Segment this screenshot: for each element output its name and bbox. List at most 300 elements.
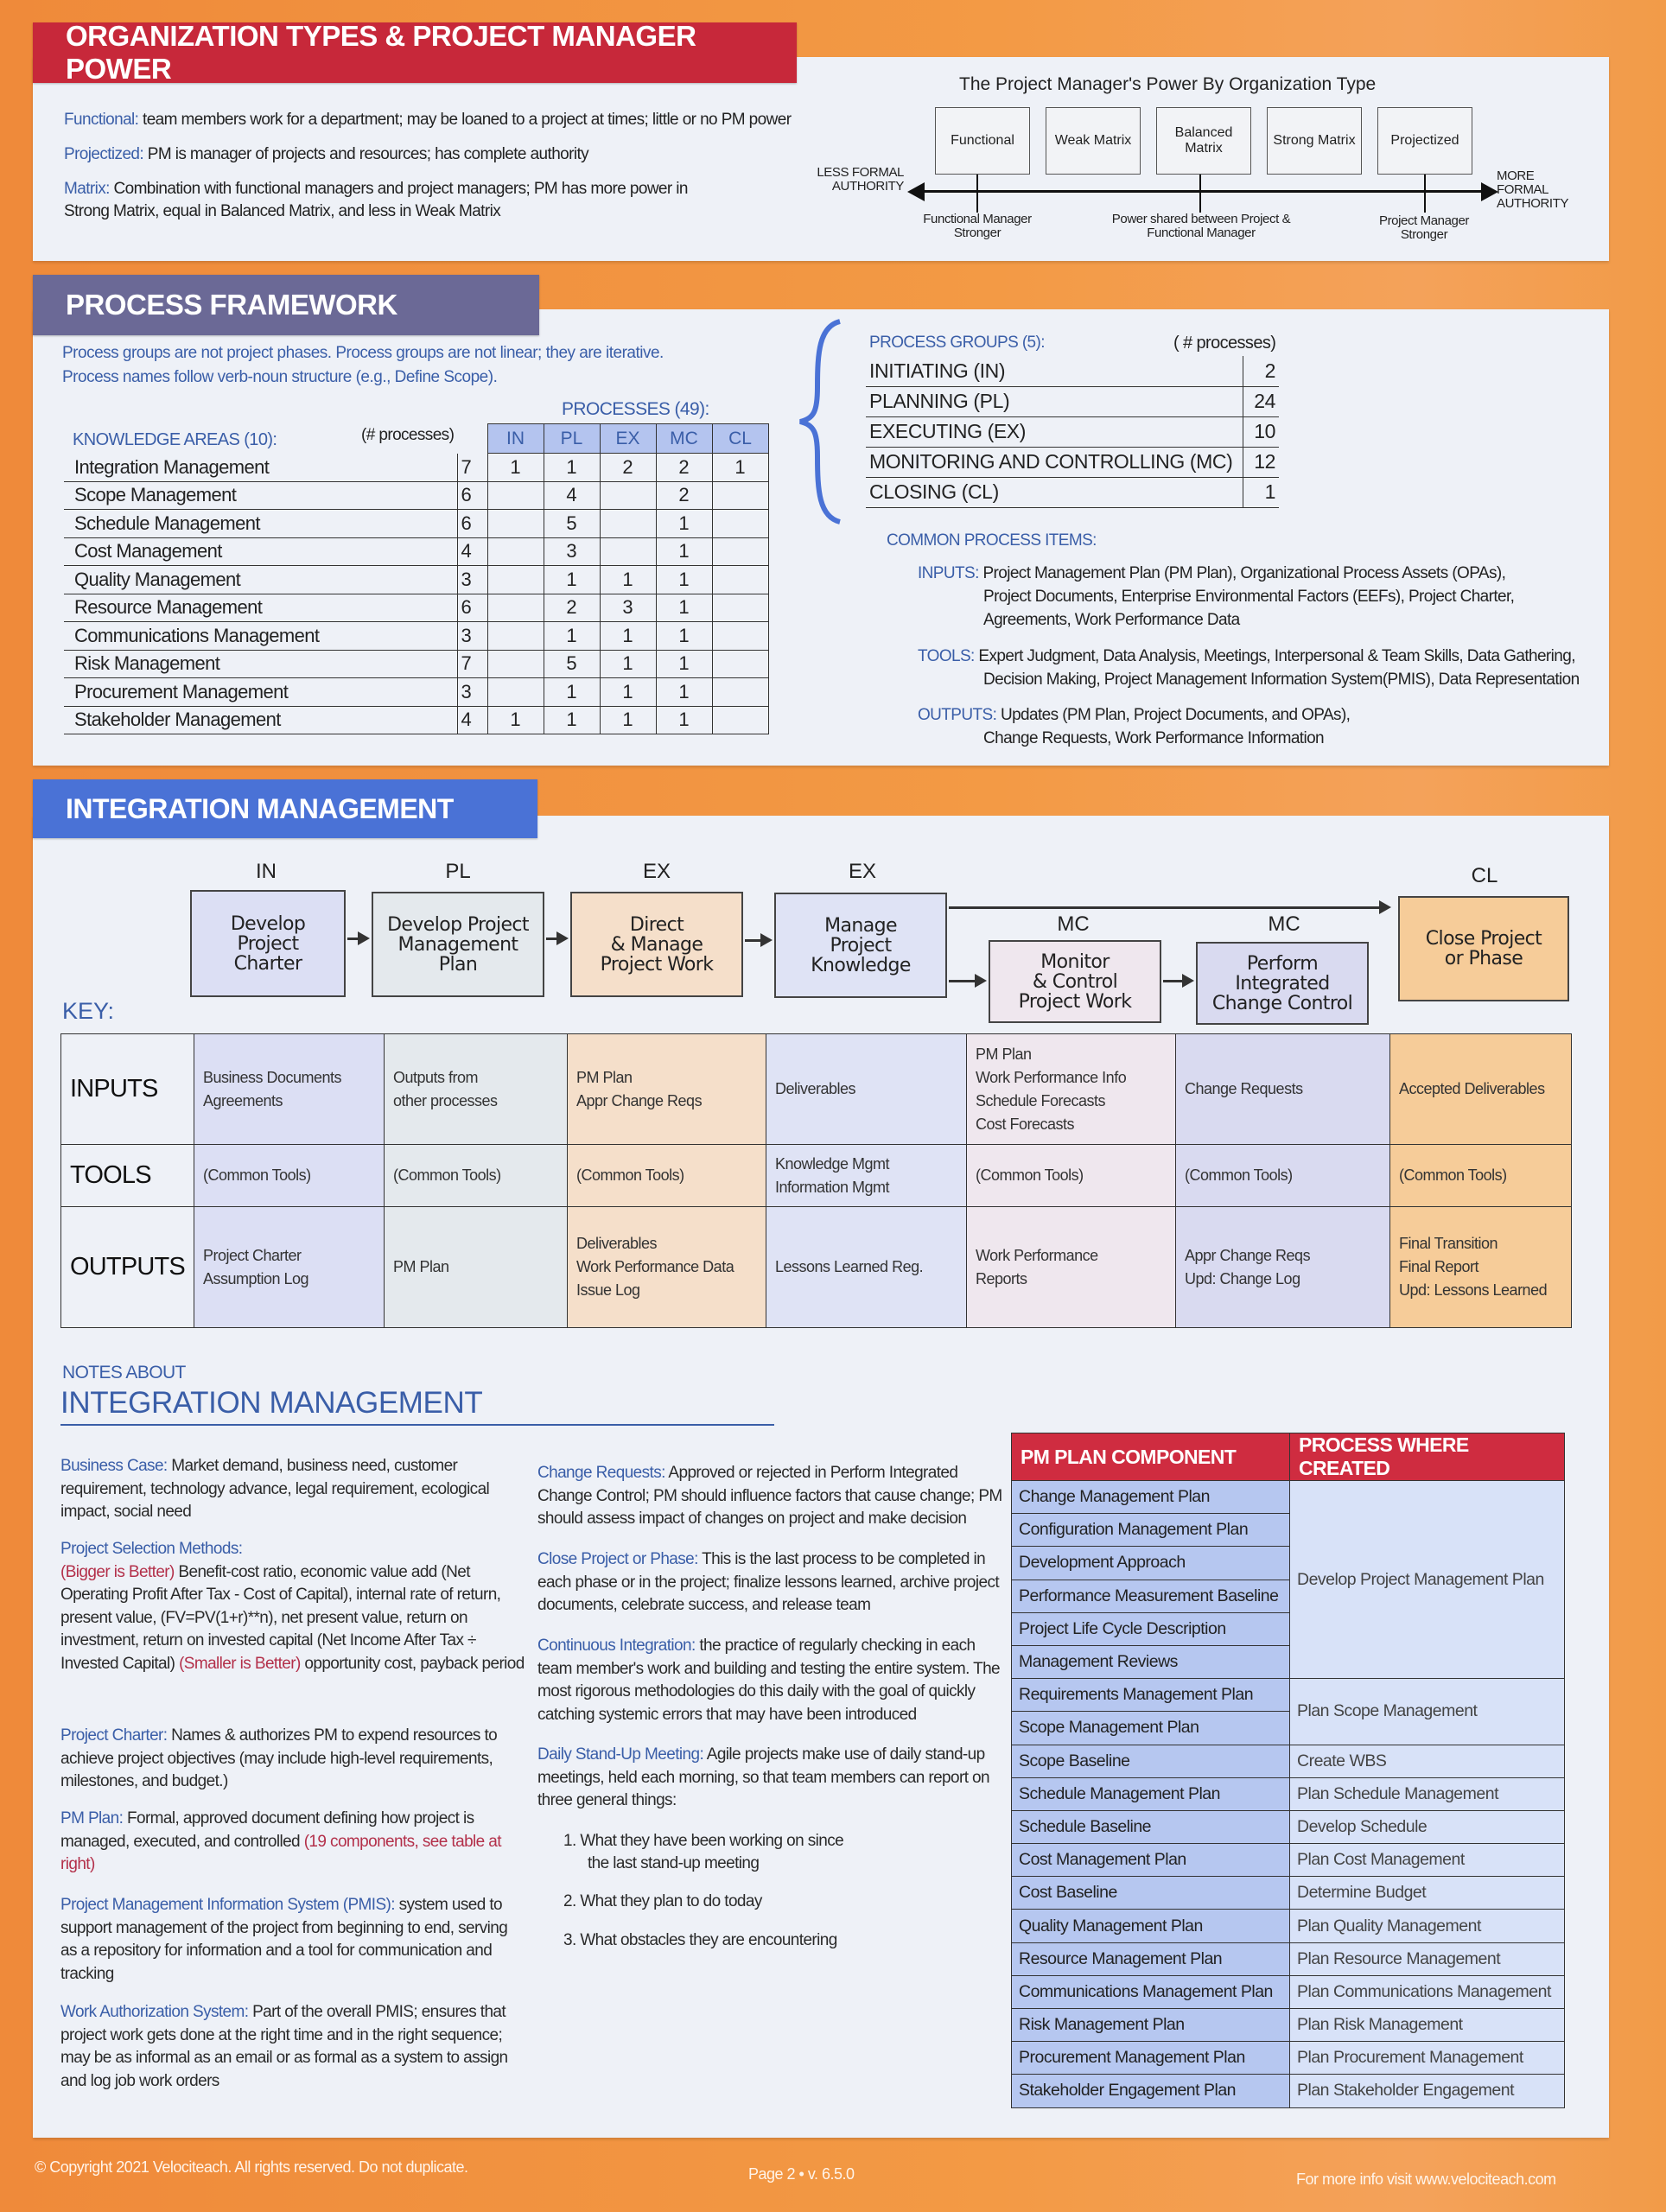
column-header: PL (544, 424, 600, 454)
tick-label-functional: Functional Manager Stronger (923, 212, 1032, 240)
ito-item: PM Plan (575, 1068, 633, 1086)
ito-item: Appr Change Reqs (1184, 1246, 1311, 1264)
ito-item: other processes (392, 1091, 498, 1109)
process-group-count: 24 (1243, 386, 1279, 416)
ito-item: Appr Change Reqs (575, 1091, 703, 1109)
process-group-count: 12 (1243, 447, 1279, 477)
brace-icon (795, 318, 847, 525)
table-row (64, 537, 768, 566)
ito-cell (766, 1207, 966, 1328)
pm-plan-component: Scope Baseline (1012, 1745, 1290, 1777)
ito-item: Schedule Forecasts (975, 1091, 1106, 1109)
table-row (1012, 1810, 1565, 1843)
process-cell (487, 566, 544, 594)
ito-cell (1389, 1034, 1571, 1145)
table-row (64, 650, 768, 678)
process-cell: 3 (544, 537, 600, 566)
process-name-line: Direct (629, 913, 684, 936)
pm-plan-component: Cost Baseline (1012, 1877, 1290, 1910)
ito-item: Deliverables (575, 1235, 658, 1252)
table-row (64, 454, 768, 482)
flow-group-label: EX (848, 860, 876, 883)
process-develop-project-charter (190, 890, 346, 997)
ito-cell (384, 1145, 567, 1207)
ito-item: (Common Tools) (1398, 1166, 1507, 1184)
table-row (1012, 1745, 1565, 1777)
ito-key-table (60, 1033, 1572, 1328)
process-cell (712, 537, 768, 566)
process-cell (712, 706, 768, 734)
process-cell (712, 678, 768, 707)
axis-tick (1424, 175, 1426, 213)
standup-item: 1. What they have been working on since (563, 1832, 844, 1850)
process-count: 4 (457, 537, 487, 566)
process-where-created: Develop Project Management Plan (1290, 1481, 1565, 1679)
process-name-line: Plan (438, 953, 478, 976)
process-manage-knowledge (774, 893, 947, 998)
process-cell: 1 (712, 454, 768, 482)
column-header-process: PROCESS WHERE CREATED (1290, 1433, 1565, 1481)
ito-item: (Common Tools) (975, 1166, 1084, 1184)
ito-item: Upd: Lessons Learned (1398, 1281, 1548, 1299)
footer-info-link[interactable]: For more info visit www.velociteach.com (1296, 2171, 1556, 2188)
ito-item: Knowledge Mgmt (774, 1154, 890, 1173)
ito-item: Business Documents (202, 1068, 342, 1086)
knowledge-area-name: Scope Management (64, 481, 457, 510)
arrow-right-icon (1481, 182, 1498, 201)
ito-item: Upd: Change Log (1184, 1269, 1300, 1287)
process-cell (487, 537, 544, 566)
ito-item: (Common Tools) (202, 1166, 311, 1184)
ito-cell (966, 1034, 1175, 1145)
table-row (1012, 1844, 1565, 1877)
table-row (64, 706, 768, 734)
flow-arrow-icon (1163, 980, 1184, 982)
table-row (866, 416, 1279, 447)
process-cell: 1 (656, 537, 712, 566)
flow-group-label: IN (256, 860, 277, 883)
process-cell: 5 (544, 510, 600, 538)
process-count: 6 (457, 594, 487, 622)
common-items-heading: COMMON PROCESS ITEMS: (887, 531, 1097, 550)
process-cell (712, 481, 768, 510)
authority-axis (916, 190, 1486, 193)
process-framework-heading: PROCESS FRAMEWORK (33, 275, 539, 335)
process-cell: 1 (656, 594, 712, 622)
process-where-created: Develop Schedule (1290, 1810, 1565, 1843)
table-row (1012, 2009, 1565, 2042)
ito-item: Lessons Learned Reg. (774, 1258, 924, 1275)
ito-cell (194, 1207, 384, 1328)
ito-cell (567, 1145, 766, 1207)
axis-tick (976, 175, 978, 213)
notes-title: INTEGRATION MANAGEMENT (60, 1386, 483, 1420)
ito-item: Information Mgmt (774, 1178, 890, 1196)
process-cell: 1 (600, 566, 656, 594)
ito-item: Work Performance (975, 1246, 1098, 1264)
process-name-line: Develop (230, 912, 306, 935)
ito-item: Work Performance Data (575, 1258, 734, 1275)
process-where-created: Plan Stakeholder Engagement (1290, 2075, 1565, 2107)
ito-cell (966, 1207, 1175, 1328)
flow-arrow-icon (546, 938, 558, 940)
process-cell: 3 (600, 594, 656, 622)
org-box-balanced-matrix: Balanced Matrix (1156, 107, 1251, 175)
process-cell: 1 (544, 454, 600, 482)
flow-arrow-icon (347, 938, 359, 940)
process-cell: 1 (656, 650, 712, 678)
common-tools: TOOLS: Expert Judgment, Data Analysis, Meetings, Interpersonal & Team Skills, Data Gathering, Decision Making, Project Management Information System(PMIS), Data Representation (918, 647, 1580, 689)
pm-plan-component: Schedule Baseline (1012, 1810, 1290, 1843)
definition-functional: Functional: team members work for a department; may be loaned to a project at times; little or no PM power (64, 111, 792, 129)
process-cell: 1 (544, 622, 600, 651)
ito-cell (1175, 1207, 1389, 1328)
more-authority-label: MORE FORMAL AUTHORITY (1497, 168, 1569, 211)
process-cell (487, 650, 544, 678)
process-direct-manage-work (570, 892, 743, 997)
process-cell: 1 (656, 510, 712, 538)
process-name-line: Develop Project (387, 913, 529, 936)
org-box-weak-matrix: Weak Matrix (1046, 107, 1141, 175)
common-outputs: OUTPUTS: Updates (PM Plan, Project Documents, and OPAs), Change Requests, Work Performance Information (918, 706, 1351, 747)
processes-heading: PROCESSES (49): (562, 399, 709, 419)
row-label-inputs: INPUTS (61, 1034, 194, 1145)
pm-plan-component: Schedule Management Plan (1012, 1777, 1290, 1810)
process-name-line: Project (237, 932, 299, 955)
table-row (1012, 1679, 1565, 1712)
process-name (1426, 929, 1542, 969)
ito-item: Cost Forecasts (975, 1115, 1075, 1133)
process-cell: 1 (656, 678, 712, 707)
table-row (866, 477, 1279, 507)
pm-plan-component: Stakeholder Engagement Plan (1012, 2075, 1290, 2107)
table-row (866, 356, 1279, 386)
process-cell: 1 (487, 706, 544, 734)
table-row (1012, 2042, 1565, 2075)
process-group-name: INITIATING (IN) (866, 356, 1243, 386)
ito-cell (1389, 1207, 1571, 1328)
process-cell: 4 (544, 481, 600, 510)
process-name (387, 915, 529, 975)
process-cell: 1 (600, 622, 656, 651)
process-group-count: 2 (1243, 356, 1279, 386)
ito-item: PM Plan (392, 1258, 449, 1275)
ito-item: Final Report (1398, 1258, 1479, 1275)
knowledge-area-name: Quality Management (64, 566, 457, 594)
table-row (64, 510, 768, 538)
org-box-projectized: Projectized (1377, 107, 1472, 175)
process-cell (712, 650, 768, 678)
note-daily-standup: Daily Stand-Up Meeting: Agile projects make use of daily stand-up meetings, held each morning, so that team members can report on three general things: (537, 1745, 989, 1809)
column-header: MC (656, 424, 712, 454)
org-box-strong-matrix: Strong Matrix (1267, 107, 1362, 175)
process-cell (487, 510, 544, 538)
ito-item: Final Transition (1398, 1235, 1498, 1252)
process-cell (487, 622, 544, 651)
table-row (64, 566, 768, 594)
process-develop-pm-plan (372, 892, 544, 997)
process-cell: 2 (656, 454, 712, 482)
standup-item: 3. What obstacles they are encountering (563, 1931, 837, 1949)
process-monitor-control (989, 940, 1161, 1023)
process-count: 3 (457, 622, 487, 651)
process-count: 7 (457, 454, 487, 482)
table-row (64, 678, 768, 707)
process-name-line: Management (397, 933, 518, 956)
process-groups-count-heading: ( # processes) (1173, 334, 1276, 353)
process-cell: 1 (544, 566, 600, 594)
process-count: 6 (457, 481, 487, 510)
table-row (1012, 1942, 1565, 1975)
process-cell: 2 (600, 454, 656, 482)
process-integrated-change-control (1196, 942, 1369, 1025)
process-count: 7 (457, 650, 487, 678)
pm-plan-component: Configuration Management Plan (1012, 1514, 1290, 1547)
ito-item: Project Charter (202, 1246, 302, 1264)
process-group-name: CLOSING (CL) (866, 477, 1243, 507)
framework-note: Process groups are not project phases. Process groups are not linear; they are iterative. (62, 344, 664, 362)
process-group-name: PLANNING (PL) (866, 386, 1243, 416)
process-name-line: Perform (1246, 952, 1319, 975)
ito-item: Change Requests (1184, 1080, 1303, 1097)
key-label: KEY: (62, 998, 115, 1024)
axis-tick (1199, 175, 1201, 213)
ito-cell (567, 1034, 766, 1145)
process-name-line: Project Work (1018, 990, 1132, 1013)
process-where-created: Create WBS (1290, 1745, 1565, 1777)
process-cell: 1 (600, 706, 656, 734)
footer-copyright: © Copyright 2021 Velociteach. All rights reserved. Do not duplicate. (35, 2158, 468, 2176)
process-count: 3 (457, 678, 487, 707)
pm-plan-component: Quality Management Plan (1012, 1910, 1290, 1942)
process-name-line: Charter (233, 952, 302, 975)
process-name-line: Knowledge (811, 954, 911, 976)
note-project-charter: Project Charter: Names & authorizes PM to expend resources to achieve project objectives (may include high-level requirements, milestones, and budget.) (60, 1726, 498, 1790)
process-cell (712, 622, 768, 651)
ito-cell (1175, 1034, 1389, 1145)
process-where-created: Plan Quality Management (1290, 1910, 1565, 1942)
ito-cell (194, 1034, 384, 1145)
pm-plan-component: Resource Management Plan (1012, 1942, 1290, 1975)
process-name (1019, 952, 1132, 1012)
process-count: 4 (457, 706, 487, 734)
table-row (1012, 1481, 1565, 1514)
flow-group-label: EX (642, 860, 671, 883)
table-row (64, 594, 768, 622)
ito-cell (384, 1034, 567, 1145)
pm-plan-components-table (1011, 1433, 1565, 2108)
flow-group-label: PL (445, 860, 471, 883)
notes-divider (60, 1424, 774, 1426)
process-name (1212, 954, 1352, 1014)
pm-plan-component: Management Reviews (1012, 1645, 1290, 1678)
process-name-line: Monitor (1040, 950, 1110, 973)
column-header-component: PM PLAN COMPONENT (1012, 1433, 1290, 1481)
process-cell: 5 (544, 650, 600, 678)
process-cell (487, 481, 544, 510)
knowledge-area-name: Procurement Management (64, 678, 457, 707)
note-work-authorization: Work Authorization System: Part of the overall PMIS; ensures that project work gets done at the right time and in the right sequence; may be as informal as an email or as formal as a system to assign and log job work orders (60, 2003, 508, 2090)
knowledge-area-name: Risk Management (64, 650, 457, 678)
process-where-created: Plan Procurement Management (1290, 2042, 1565, 2075)
process-where-created: Plan Risk Management (1290, 2009, 1565, 2042)
common-inputs: INPUTS: Project Management Plan (PM Plan), Organizational Process Assets (OPAs), Project Documents, Enterprise Environmental Factors (EEFs), Project Charter, Agreements, Work Performance Data (918, 564, 1515, 629)
process-where-created: Plan Cost Management (1290, 1844, 1565, 1877)
ito-item: (Common Tools) (392, 1166, 501, 1184)
pm-plan-component: Performance Measurement Baseline (1012, 1580, 1290, 1612)
ito-row-tools (61, 1145, 1572, 1207)
process-groups-table (866, 356, 1279, 508)
flow-group-label: CL (1471, 864, 1498, 887)
process-name-line: Close Project (1425, 928, 1542, 950)
ito-cell (384, 1207, 567, 1328)
ito-cell (966, 1145, 1175, 1207)
process-cell (487, 594, 544, 622)
process-where-created: Plan Scope Management (1290, 1679, 1565, 1745)
tick-label-pm: Project Manager Stronger (1378, 213, 1470, 242)
count-heading: (# processes) (361, 426, 455, 444)
process-where-created: Determine Budget (1290, 1877, 1565, 1910)
ito-item: Deliverables (774, 1080, 856, 1097)
process-count: 6 (457, 510, 487, 538)
ito-item: (Common Tools) (1184, 1166, 1293, 1184)
framework-note: Process names follow verb-noun structure (e.g., Define Scope). (62, 368, 498, 386)
note-pmis: Project Management Information System (PMIS): system used to support management of the project from beginning to end, serving as a repository for information and a tool for communication and tracking (60, 1896, 508, 1983)
process-cell: 1 (487, 454, 544, 482)
process-cell: 1 (600, 678, 656, 707)
table-row (1012, 1877, 1565, 1910)
process-group-name: EXECUTING (EX) (866, 416, 1243, 447)
process-where-created: Plan Schedule Management (1290, 1777, 1565, 1810)
process-name-line: & Manage (610, 933, 703, 956)
ito-item: Agreements (202, 1091, 283, 1109)
ito-cell (194, 1145, 384, 1207)
ito-cell (766, 1034, 966, 1145)
table-row (64, 622, 768, 651)
ito-item: Assumption Log (202, 1269, 309, 1287)
process-group-count: 1 (1243, 477, 1279, 507)
ito-row-outputs (61, 1207, 1572, 1328)
power-diagram-title: The Project Manager's Power By Organization Type (959, 74, 1377, 94)
process-cell: 1 (656, 566, 712, 594)
process-cell (600, 537, 656, 566)
ito-item: PM Plan (975, 1045, 1032, 1063)
process-cell: 2 (544, 594, 600, 622)
table-row (866, 447, 1279, 477)
process-name-line: & Control (1032, 970, 1118, 993)
table-row (1012, 1910, 1565, 1942)
ito-cell (766, 1145, 966, 1207)
tick-label-shared: Power shared between Project & Functional Manager (1111, 212, 1291, 240)
table-row (1012, 2075, 1565, 2107)
process-name (601, 915, 714, 975)
table-row (1012, 1777, 1565, 1810)
pm-plan-component: Cost Management Plan (1012, 1844, 1290, 1877)
column-header: CL (712, 424, 768, 454)
pm-plan-component: Procurement Management Plan (1012, 2042, 1290, 2075)
process-cell (487, 678, 544, 707)
process-cell: 1 (544, 706, 600, 734)
knowledge-area-name: Cost Management (64, 537, 457, 566)
pm-plan-component: Communications Management Plan (1012, 1975, 1290, 2008)
knowledge-area-table (64, 423, 769, 734)
knowledge-area-name: Integration Management (64, 454, 457, 482)
pm-plan-component: Change Management Plan (1012, 1481, 1290, 1514)
process-cell (712, 566, 768, 594)
table-row (1012, 1975, 1565, 2008)
pm-plan-component: Requirements Management Plan (1012, 1679, 1290, 1712)
process-name-line: Project Work (600, 953, 714, 976)
row-label-outputs: OUTPUTS (61, 1207, 194, 1328)
process-cell: 1 (600, 650, 656, 678)
process-cell (600, 481, 656, 510)
process-close-project (1398, 896, 1569, 1001)
process-where-created: Plan Resource Management (1290, 1942, 1565, 1975)
process-where-created: Plan Communications Management (1290, 1975, 1565, 2008)
pm-plan-component: Development Approach (1012, 1547, 1290, 1580)
process-name-line: Integrated (1235, 972, 1330, 995)
knowledge-area-name: Communications Management (64, 622, 457, 651)
ito-item: Outputs from (392, 1068, 479, 1086)
column-header: EX (600, 424, 656, 454)
process-group-count: 10 (1243, 416, 1279, 447)
note-continuous-integration: Continuous Integration: the practice of regularly checking in each team member's work and building and testing the entire system. The most rigorous methodologies do this daily with the goal of quickly catching systemic errors that may have been introduced (537, 1637, 1001, 1724)
process-group-name: MONITORING AND CONTROLLING (MC) (866, 447, 1243, 477)
table-row (866, 386, 1279, 416)
note-change-requests: Change Requests: Approved or rejected in Perform Integrated Change Control; PM should influence factors that cause change; PM should assess impact of changes on project and make decision (537, 1464, 1002, 1528)
note-business-case: Business Case: Market demand, business need, customer requirement, technology advance, legal requirement, ecological impact, social need (60, 1457, 490, 1521)
ito-cell (1389, 1145, 1571, 1207)
pm-plan-component: Scope Management Plan (1012, 1712, 1290, 1745)
definition-projectized: Projectized: PM is manager of projects and resources; has complete authority (64, 145, 589, 163)
definition-matrix: Matrix: Combination with functional managers and project managers; PM has more power in Strong Matrix, equal in Balanced Matrix, and less in Weak Matrix (64, 180, 688, 220)
process-name-line: Change Control (1211, 992, 1353, 1014)
process-cell (712, 594, 768, 622)
ito-item: Work Performance Info (975, 1068, 1127, 1086)
process-groups-heading: PROCESS GROUPS (5): (869, 334, 1045, 352)
flow-arrow-icon (949, 980, 976, 982)
process-name (231, 914, 305, 974)
ito-row-inputs (61, 1034, 1572, 1145)
standup-item: the last stand-up meeting (588, 1854, 760, 1872)
knowledge-area-name: Resource Management (64, 594, 457, 622)
flow-arrow-icon (949, 906, 1381, 909)
ito-item: Accepted Deliverables (1398, 1080, 1545, 1097)
flow-arrow-icon (745, 939, 762, 942)
note-close-project: Close Project or Phase: This is the last process to be completed in each phase or in the project; finalize lessons learned, archive project documents, celebrate success, and release team (537, 1550, 1000, 1614)
process-name-line: Project (830, 934, 892, 957)
flow-group-label: MC (1057, 912, 1090, 936)
knowledge-area-name: Schedule Management (64, 510, 457, 538)
less-authority-label: LESS FORMAL AUTHORITY (817, 165, 904, 194)
process-count: 3 (457, 566, 487, 594)
note-project-selection: Project Selection Methods: (Bigger is Better) Benefit-cost ratio, economic value add (Net Operating Profit After Tax - Cost of Capital), internal rate of return, present value, (FV=PV(1+r)**n), net present value, return on investment, return on invested capital (Net Income After Tax ÷ Invested Capital) (Smaller is Better) opportunity cost, payback period (60, 1540, 525, 1673)
process-cell: 2 (656, 481, 712, 510)
process-name-line: Manage (824, 914, 897, 937)
ito-item: Reports (975, 1269, 1027, 1287)
ito-item: (Common Tools) (575, 1166, 684, 1184)
process-cell: 1 (656, 622, 712, 651)
process-cell (712, 510, 768, 538)
process-name-line: or Phase (1444, 948, 1523, 969)
column-header: IN (487, 424, 544, 454)
org-types-heading: ORGANIZATION TYPES & PROJECT MANAGER POWER (33, 22, 797, 83)
footer-page-number: Page 2 • v. 6.5.0 (748, 2165, 855, 2183)
pm-plan-component: Project Life Cycle Description (1012, 1612, 1290, 1645)
process-name (811, 916, 911, 976)
ito-cell (1175, 1145, 1389, 1207)
process-cell: 1 (544, 678, 600, 707)
